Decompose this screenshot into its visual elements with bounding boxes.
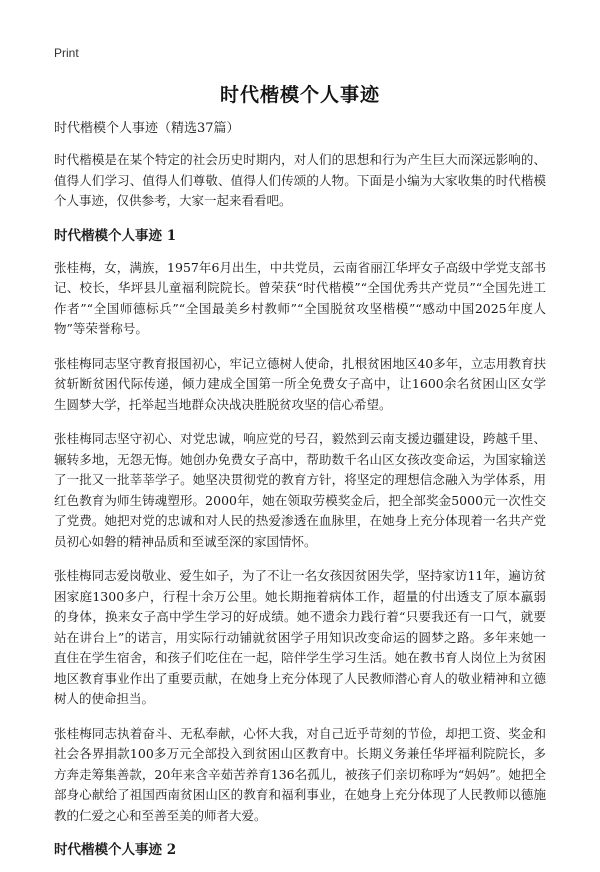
section-1-paragraph-5: 张桂梅同志执着奋斗、无私奉献，心怀大我，对自己近乎苛刻的节俭，却把工资、奖金和社会各界捐款100多万元全部投入到贫困山区教育中。长期义务兼任华坪福利院院长，多方奔走筹集善款，20年来含辛茹苦养育136名孤儿，被孩子们亲切称呼为“妈妈”。她把全部身心献给了祖国西南贫困山区的教育和福利事业，在她身上充分体现了人民教师以德施教的仁爱之心和至善至美的师者大爱。 — [54, 725, 546, 823]
section-heading-1: 时代楷模个人事迹 1 — [54, 227, 177, 244]
section-1-paragraph-4: 张桂梅同志爱岗敬业、爱生如子，为了不让一名女孩因贫困失学，坚持家访11年，遍访贫困家庭1300多户，行程十余万公里。她长期拖着病体工作，超量的付出透支了原本羸弱的身体，换来女子高中学生学习的好成绩。她不遗余力践行着“只要我还有一口气，就要站在讲台上”的诺言，用实际行动铺就贫困学子用知识改变命运的圆梦之路。多年来她一直住在学生宿舍，和孩子们吃住在一起，陪伴学生学习生活。她在教书育人岗位上为贫困地区教育事业作出了重要贡献，在她身上充分体现了人民教师潜心育人的敬业精神和立德树人的使命担当。 — [54, 568, 546, 706]
intro-paragraph: 时代楷模是在某个特定的社会历史时期内，对人们的思想和行为产生巨大而深远影响的、值得人们学习、值得人们尊敬、值得人们传颂的人物。下面是小编为大家收集的时代楷模个人事迹，仅供参考，大家一起来看看吧。 — [54, 152, 546, 208]
print-link[interactable]: Print — [54, 46, 79, 60]
section-1-paragraph-1: 张桂梅，女，满族，1957年6月出生，中共党员，云南省丽江华坪女子高级中学党支部书记、校长，华坪县儿童福利院院长。曾荣获“时代楷模”“全国优秀共产党员”“全国先进工作者”“全国师德标兵”“全国最美乡村教师”“全国脱贫攻坚楷模”“感动中国2025年度人物”等荣誉称号。 — [54, 259, 546, 336]
document-subtitle: 时代楷模个人事迹（精选37篇） — [54, 121, 240, 136]
page-title: 时代楷模个人事迹 — [219, 84, 380, 106]
section-1-paragraph-2: 张桂梅同志坚守教育报国初心，牢记立德树人使命，扎根贫困地区40多年，立志用教育扶贫斩断贫困代际传递，倾力建成全国第一所全免费女子高中，让1600余名贫困山区女学生圆梦大学，托举起当地群众决战决胜脱贫攻坚的信心希望。 — [54, 355, 546, 412]
section-heading-2: 时代楷模个人事迹 2 — [54, 842, 177, 858]
document-body — [54, 120, 546, 872]
section-1-paragraph-3: 张桂梅同志坚守初心、对党忠诚，响应党的号召，毅然到云南支援边疆建设，跨越千里、辗转多地，无怨无悔。她创办免费女子高中，帮助数千名山区女孩改变命运，为国家输送了一批又一批莘莘学子。她坚决贯彻党的教育方针，将坚定的理想信念融入为学体系，用红色教育为师生铸魂塑形。2000年，她在领取劳模奖金后，把全部奖金5000元一次性交了党费。她把对党的忠诚和对人民的热爱渗透在血脉里，在她身上充分体现着一名共产党员初心如磐的精神品质和至诚至深的家国情怀。 — [54, 431, 546, 549]
